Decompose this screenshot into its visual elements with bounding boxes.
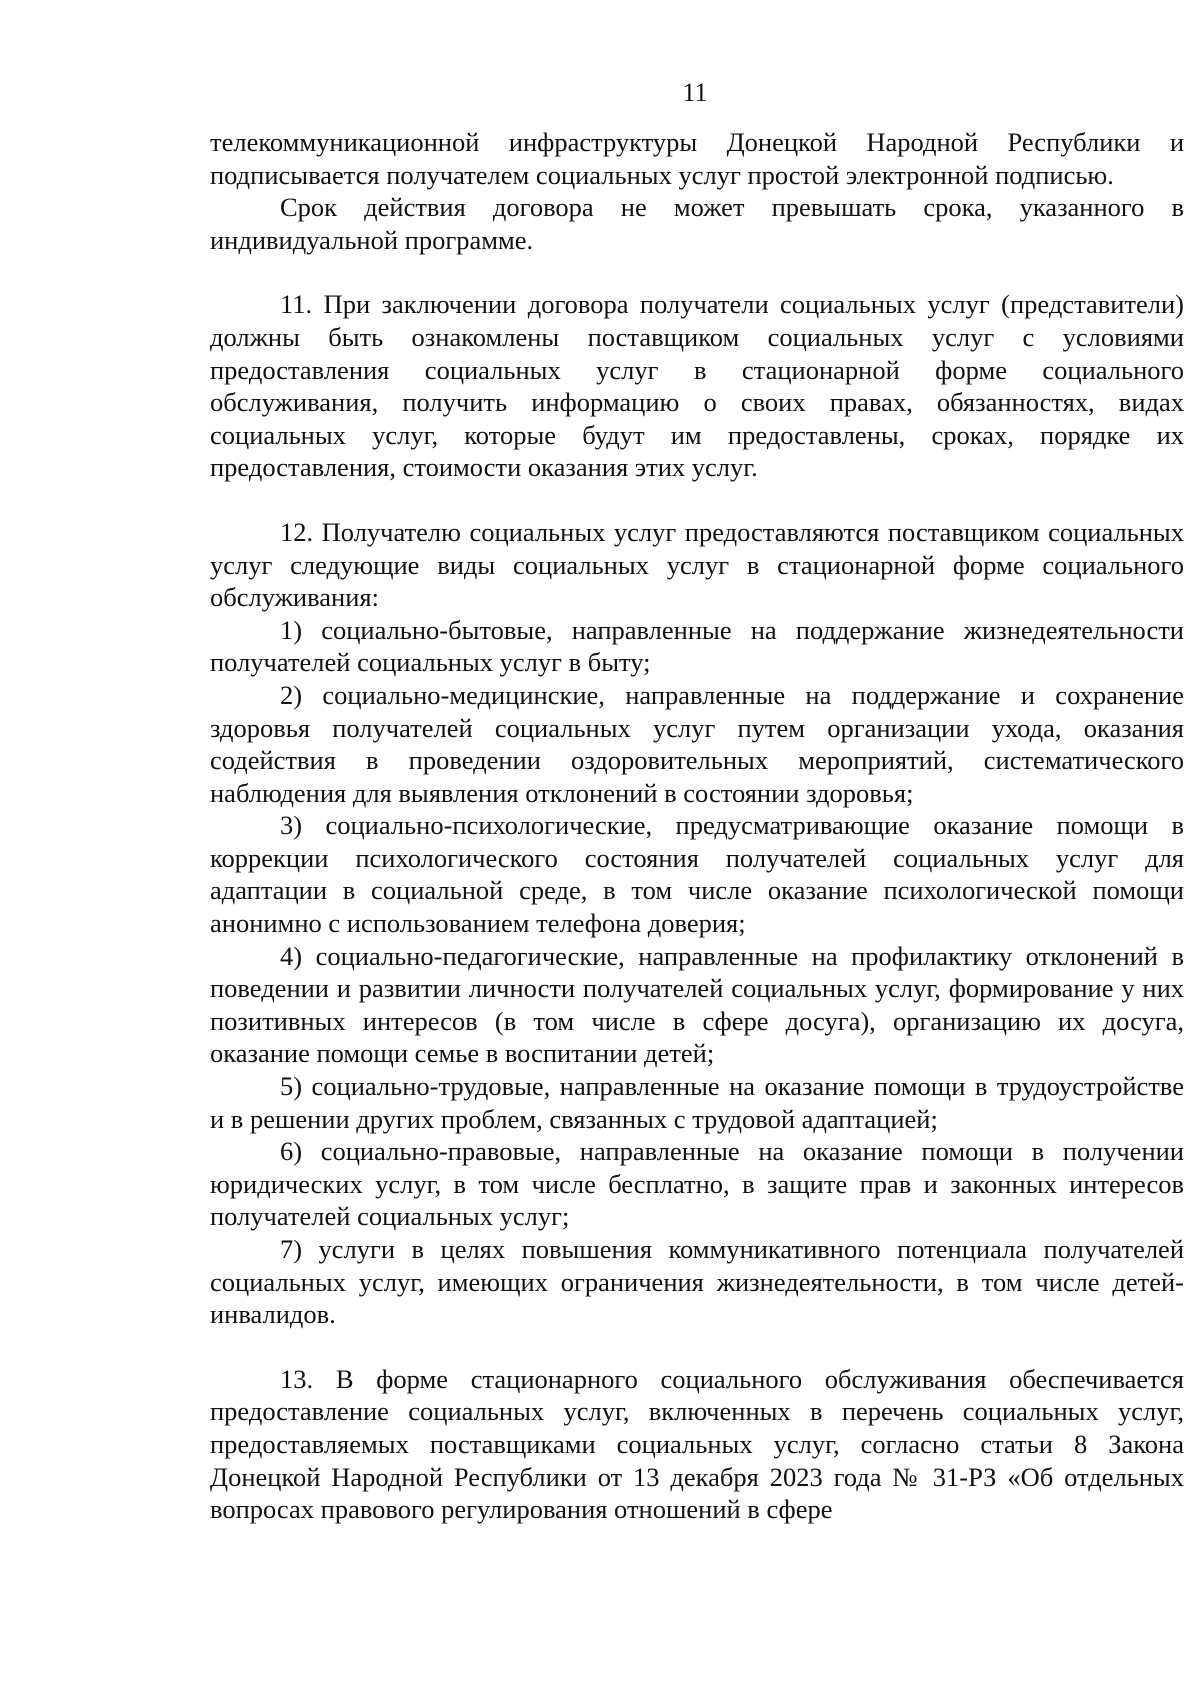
list-item-2: 2) социально-медицинские, направленные на поддержание и сохранение здоровья получателей социальных услуг путем организации ухода, оказания содействия в проведении оздоровительных мероприятий, систематического наблюдения для выявления отклонений в состоянии здоровья; [210,679,1184,808]
page-number: 11 [682,78,708,107]
list-item-5: 5) социально-трудовые, направленные на оказание помощи в трудоустройстве и в решении других проблем, связанных с трудовой адаптацией; [210,1071,1184,1134]
list-item-3: 3) социально-психологические, предусматривающие оказание помощи в коррекции психологического состояния получателей социальных услуг для адаптации в социальной среде, в том числе оказание психологической помощи анонимно с использованием телефона доверия; [210,810,1184,939]
document-body [210,126,1184,1526]
clause-13: 13. В форме стационарного социального обслуживания обеспечивается предоставление социальных услуг, включенных в перечень социальных услуг, предоставляемых поставщиками социальных услуг, согласно статьи 8 Закона Донецкой Народной Республики от 13 декабря 2023 года № 31-РЗ «Об отдельных вопросах правового регулирования отношений в сфере [210,1363,1184,1525]
paragraph-contract-term: Срок действия договора не может превышать срока, указанного в индивидуальной программе. [210,192,1184,255]
list-item-6: 6) социально-правовые, направленные на оказание помощи в получении юридических услуг, в том числе бесплатно, в защите прав и законных интересов получателей социальных услуг; [210,1136,1184,1232]
paragraph-continuation: телекоммуникационной инфраструктуры Донецкой Народной Республики и подписывается получателем социальных услуг простой электронной подписью. [210,127,1184,190]
list-item-7: 7) услуги в целях повышения коммуникативного потенциала получателей социальных услуг, имеющих ограничения жизнедеятельности, в том числе детей-инвалидов. [210,1234,1184,1330]
list-item-1: 1) социально-бытовые, направленные на поддержание жизнедеятельности получателей социальных услуг в быту; [210,614,1184,678]
clause-12: 12. Получателю социальных услуг предоставляются поставщиком социальных услуг следующие виды социальных услуг в стационарной форме социального обслуживания: [210,516,1184,613]
list-item-4: 4) социально-педагогические, направленные на профилактику отклонений в поведении и развитии личности получателей социальных услуг, формирование у них позитивных интересов (в том числе в сфере досуга), организацию их досуга, оказание помощи семье в воспитании детей; [210,940,1184,1069]
clause-11: 11. При заключении договора получатели социальных услуг (представители) должны быть ознакомлены поставщиком социальных услуг с условиями предоставления социальных услуг в стационарной форме социального обслуживания, получить информацию о своих правах, обязанностях, видах социальных услуг, которые будут им предоставлены, сроках, порядке их предоставления, стоимости оказания этих услуг. [210,289,1184,483]
